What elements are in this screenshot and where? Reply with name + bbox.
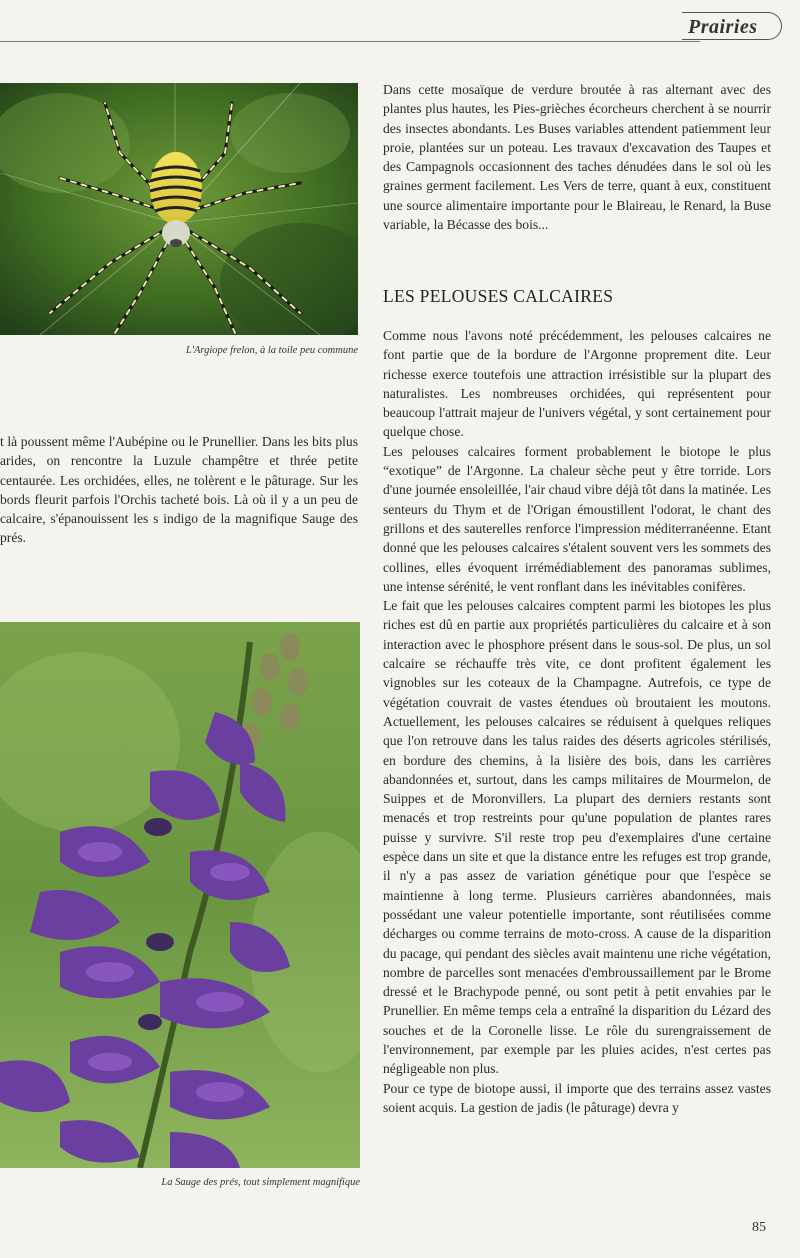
sage-photo <box>0 622 360 1168</box>
spider-photo <box>0 83 358 335</box>
page-number: 85 <box>752 1220 766 1235</box>
body-paragraph: Comme nous l'avons noté précédemment, les pelouses calcaires ne font partie que de la bordure de l'Argonne proprement dite. Leur richesse exerce toutefois une attraction irrésistible sur la plupart des naturalistes. Les nombreuses orchidées, qui représentent pour beaucoup l'attrait majeur de l'univers végétal, y sont certainement pour quelque chose. <box>383 328 771 440</box>
body-paragraph: Le fait que les pelouses calcaires comptent parmi les biotopes les plus riches est dû en partie aux propriétés particulières du calcaire et à son interaction avec le phosphore présent dans le sous-sol. De plus, un sol calcaire se réchauffe très vite, ce dont profitent également les vignobles sur les coteaux de la Champagne. Autrefois, ce type de végétation couvrait de vastes étendues où broutaient les moutons. Actuellement, les pelouses calcaires se réduisent à quelques reliques que l'on retrouve dans les talus raides des déserts agricoles stérilisés, en bordure des chemins, à la lisière des bois, dans les carrières abandonnées et, surtout, dans les camps militaires de Mourmelon, de Suippes et de Moronvillers. La plupart des derniers restants sont menacés et trop restreints pour qu'une population de plantes rares puisse y survivre. S'il reste trop peu d'exemplaires d'une certaine espèce dans un site et que la distance entre les refuges est trop grande, il n'y a pas assez de variation génétique pour que l'espèce se maintienne à long terme. Plusieurs carrières abandonnées, mais possédant une valeur potentielle importante, sont réutilisées comme décharges ou comme terrains de moto-cross. A cause de la disparition du pacage, qui pendant des siècles avait maintenu une riche végétation, nombre de parcelles sont menacées d'embroussaillement par le Brome dressé et le Brachypode penné, ou sont petit à petit envahies par le Prunellier. En même temps cela a entraîné la disparition du Lézard des souches et de la Coronelle lisse. Le rôle du surengraissement de l'environnement, par exemple par les pluies acides, n'est certes pas négligeable non plus. <box>383 598 771 1077</box>
sage-illustration <box>0 622 360 1168</box>
right-column-body <box>383 326 771 1117</box>
left-column <box>0 432 358 548</box>
header-rule <box>0 41 700 42</box>
section-tab: Prairies <box>682 12 782 40</box>
left-paragraph: t là poussent même l'Aubépine ou le Prunellier. Dans les bits plus arides, on rencontre la Luzule champêtre et thrée petite centaurée. Les orchidées, elles, ne tolèrent e le pâturage. Sur les bords fleurit parfois l'Orchis tacheté bois. Là où il y a un peu de calcaire, s'épanouissent les s indigo de la magnifique Sauge des prés. <box>0 434 358 546</box>
sage-caption: La Sauge des prés, tout simplement magnifique <box>161 1177 360 1188</box>
body-paragraph: Les pelouses calcaires forment probablement le biotope le plus “exotique” de l'Argonne. La chaleur sèche peut y être torride. Lors d'une journée ensoleillée, l'air chaud vibre déjà tôt dans la matinée. Les senteurs du Thym et de l'Origan émoustillent l'odorat, le chant des grillons et des sauterelles renforce l'impression méditerranéenne. Etant donné que les pelouses calcaires s'étalent souvent vers les sommets des collines, elles évoquent irrémédiablement des panoramas sublimes, une intense sérénité, le vent ronflant dans les inévitables conifères. <box>383 443 771 594</box>
spider-caption: L'Argiope frelon, à la toile peu commune <box>185 345 358 356</box>
section-heading: LES PELOUSES CALCAIRES <box>383 286 614 306</box>
intro-paragraph: Dans cette mosaïque de verdure broutée à ras alternant avec des plantes plus hautes, les Pies-grièches écorcheurs cherchent à se nourrir des insectes abondants. Les Buses variables attendent patiemment leur proie, plantées sur un poteau. Les travaux d'excavation des Taupes et des Campagnols occasionnent des taches dénudées dans le sol où les graines germent facilement. Les Vers de terre, quant à eux, constituent une source alimentaire importante pour le Blaireau, le Renard, la Buse variable, la Bécasse des bois... <box>383 82 771 233</box>
spider-illustration <box>0 83 358 335</box>
body-paragraph: Pour ce type de biotope aussi, il importe que des terrains assez vastes soient acquis. La gestion de jadis (le pâturage) devra y <box>383 1080 771 1115</box>
right-column-intro <box>383 80 771 234</box>
